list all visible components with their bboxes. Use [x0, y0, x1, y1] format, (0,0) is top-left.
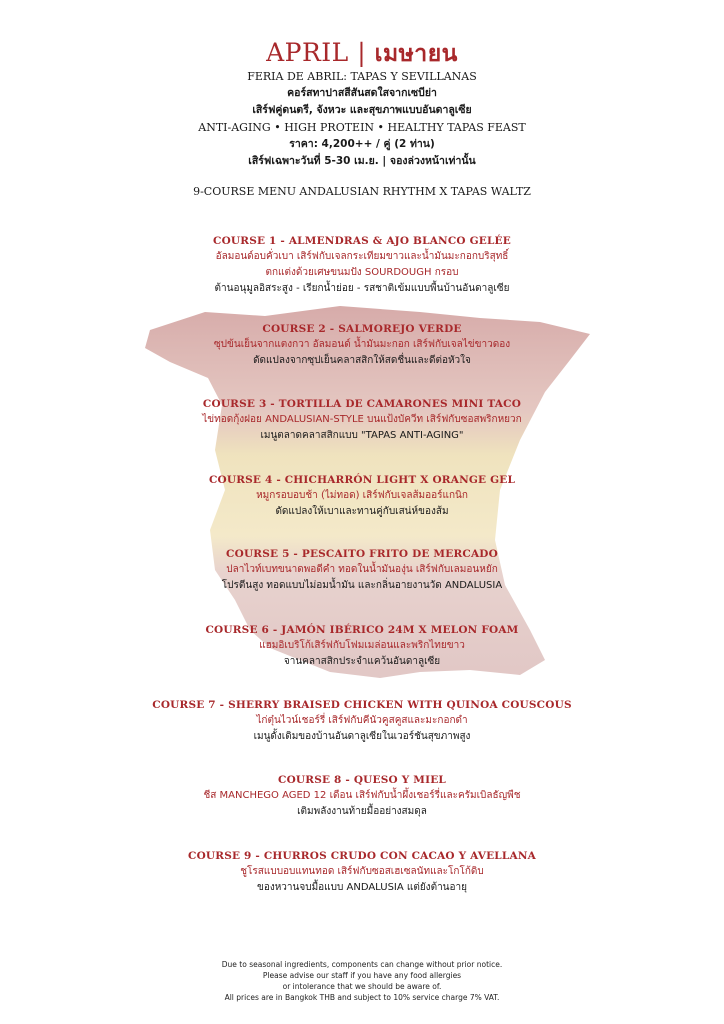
availability-line: เสิร์ฟเฉพาะวันที่ 5-30 เม.ย. | จองล่วงหน้าเท่านั้น: [248, 155, 476, 167]
menu-theme: ANDALUSIAN RHYTHM X TAPAS WALTZ: [299, 185, 531, 198]
page-title: [0, 36, 724, 72]
course-note: ดัดแปลงให้เบาและทานคู่กับเสน่ห์ของส้ม: [275, 506, 449, 517]
course-description: ตกแต่งด้วยเศษขนมปัง SOURDOUGH กรอบ: [265, 267, 459, 278]
course-description: ปลาไวท์เบทขนาดพอดีคำ ทอดในน้ำมันองุ่น เสิร์ฟกับเลมอนหยัก: [226, 564, 498, 575]
course-note: ดัดแปลงจากซุปเย็นคลาสสิกให้สดชื่นและดีต่อหัวใจ: [253, 355, 471, 366]
course-description: ชูโรสแบบอบแทนทอด เสิร์ฟกับซอสเฮเซลนัทและโกโก้ดิบ: [240, 866, 484, 877]
course-2: [0, 321, 724, 369]
course-note: โปรตีนสูง ทอดแบบไม่อมน้ำมัน และกลิ่นอายงานวัด ANDALUSIA: [221, 580, 503, 591]
course-note: ของหวานจบมื้อแบบ ANDALUSIA แต่ยังต้านอายุ: [256, 882, 467, 893]
course-title: COURSE 7 - SHERRY BRAISED CHICKEN WITH QUINOA COUSCOUS: [152, 699, 572, 711]
course-title: COURSE 6 - JAMÓN IBÉRICO 24M X MELON FOAM: [205, 624, 519, 636]
course-description: ไก่ตุ๋นไวน์เชอร์รี่ เสิร์ฟกับคีนัวคูสคูสและมะกอกดำ: [256, 715, 468, 726]
course-6: [0, 622, 724, 670]
course-3: [0, 396, 724, 444]
course-note: จานคลาสสิกประจำแคว้นอันดาลูเซีย: [283, 656, 441, 667]
course-title: COURSE 3 - TORTILLA DE CAMARONES MINI TACO: [202, 398, 522, 410]
course-8: [0, 772, 724, 820]
course-title: COURSE 5 - PESCAITO FRITO DE MERCADO: [226, 548, 498, 560]
footer-line: All prices are in Bangkok THB and subject to 10% service charge 7% VAT.: [224, 993, 500, 1002]
course-note: ต้านอนุมูลอิสระสูง - เรียกน้ำย่อย - รสชาติเข้มแบบพื้นบ้านอันดาลูเซีย: [214, 283, 510, 294]
course-description: หมูกรอบอบช้า (ไม่ทอด) เสิร์ฟกับเจลส้มออร์แกนิก: [256, 490, 468, 501]
footer-disclaimer: [0, 959, 724, 1003]
course-note: เติมพลังงานท้ายมื้ออย่างสมดุล: [297, 806, 427, 817]
course-description: อัลมอนด์อบคั่วเบา เสิร์ฟกับเจลกระเทียมขาวและน้ำมันมะกอกบริสุทธิ์: [215, 251, 509, 262]
event-subtitle: FERIA DE ABRIL: TAPAS Y SEVILLANAS: [247, 70, 477, 83]
title-thai: เมษายน: [374, 41, 458, 67]
menu-header: [0, 68, 724, 170]
course-title: COURSE 1 - ALMENDRAS & AJO BLANCO GELÉE: [213, 235, 511, 247]
menu-heading: [0, 183, 724, 201]
course-title: COURSE 9 - CHURROS CRUDO CON CACAO Y AVELLANA: [188, 850, 536, 862]
course-description: ชีส MANCHEGO AGED 12 เดือน เสิร์ฟกับน้ำผึ้งเชอร์รี่และครัมเบิลธัญพืช: [203, 790, 521, 801]
course-title: COURSE 2 - SALMOREJO VERDE: [262, 323, 462, 335]
course-note: เมนูดั้งเดิมของบ้านอันดาลูเซียในเวอร์ชันสุขภาพสูง: [253, 731, 471, 742]
footer-line: Please advise our staff if you have any food allergies: [262, 971, 462, 980]
footer-line: Due to seasonal ingredients, components can change without prior notice.: [221, 960, 503, 969]
footer-line: or intolerance that we should be aware of.: [282, 982, 442, 991]
tagline: ANTI-AGING • HIGH PROTEIN • HEALTHY TAPAS FEAST: [198, 121, 526, 134]
course-1: [0, 233, 724, 297]
title-english: APRIL |: [266, 38, 375, 67]
course-4: [0, 472, 724, 520]
course-7: [0, 697, 724, 745]
course-note: เมนูตลาดคลาสสิกแบบ "TAPAS ANTI-AGING": [260, 430, 464, 441]
course-description: แฮมอิเบริโก้เสิร์ฟกับโฟมเมล่อนและพริกไทยขาว: [259, 640, 465, 651]
course-description: ไข่ทอดกุ้งฝอย ANDALUSIAN-STYLE บนแป้งบัควีท เสิร์ฟกับซอสพริกหยวก: [202, 414, 522, 425]
course-count: 9-COURSE MENU: [193, 185, 297, 198]
course-title: COURSE 8 - QUESO Y MIEL: [278, 774, 446, 786]
course-title: COURSE 4 - CHICHARRÓN LIGHT X ORANGE GEL: [208, 474, 516, 486]
course-9: [0, 848, 724, 896]
course-description: ซุปข้นเย็นจากแตงกวา อัลมอนด์ น้ำมันมะกอก เสิร์ฟกับเจลไข่ขาวดอง: [213, 339, 511, 350]
course-5: [0, 546, 724, 594]
thai-intro-1: คอร์สทาปาสสีสันสดใสจากเซบีย่า: [287, 87, 437, 99]
price-line: ราคา: 4,200++ / คู่ (2 ท่าน): [289, 138, 435, 150]
thai-intro-2: เสิร์ฟคู่ดนตรี, จังหวะ และสุขภาพแบบอันดาลูเซีย: [252, 104, 472, 116]
